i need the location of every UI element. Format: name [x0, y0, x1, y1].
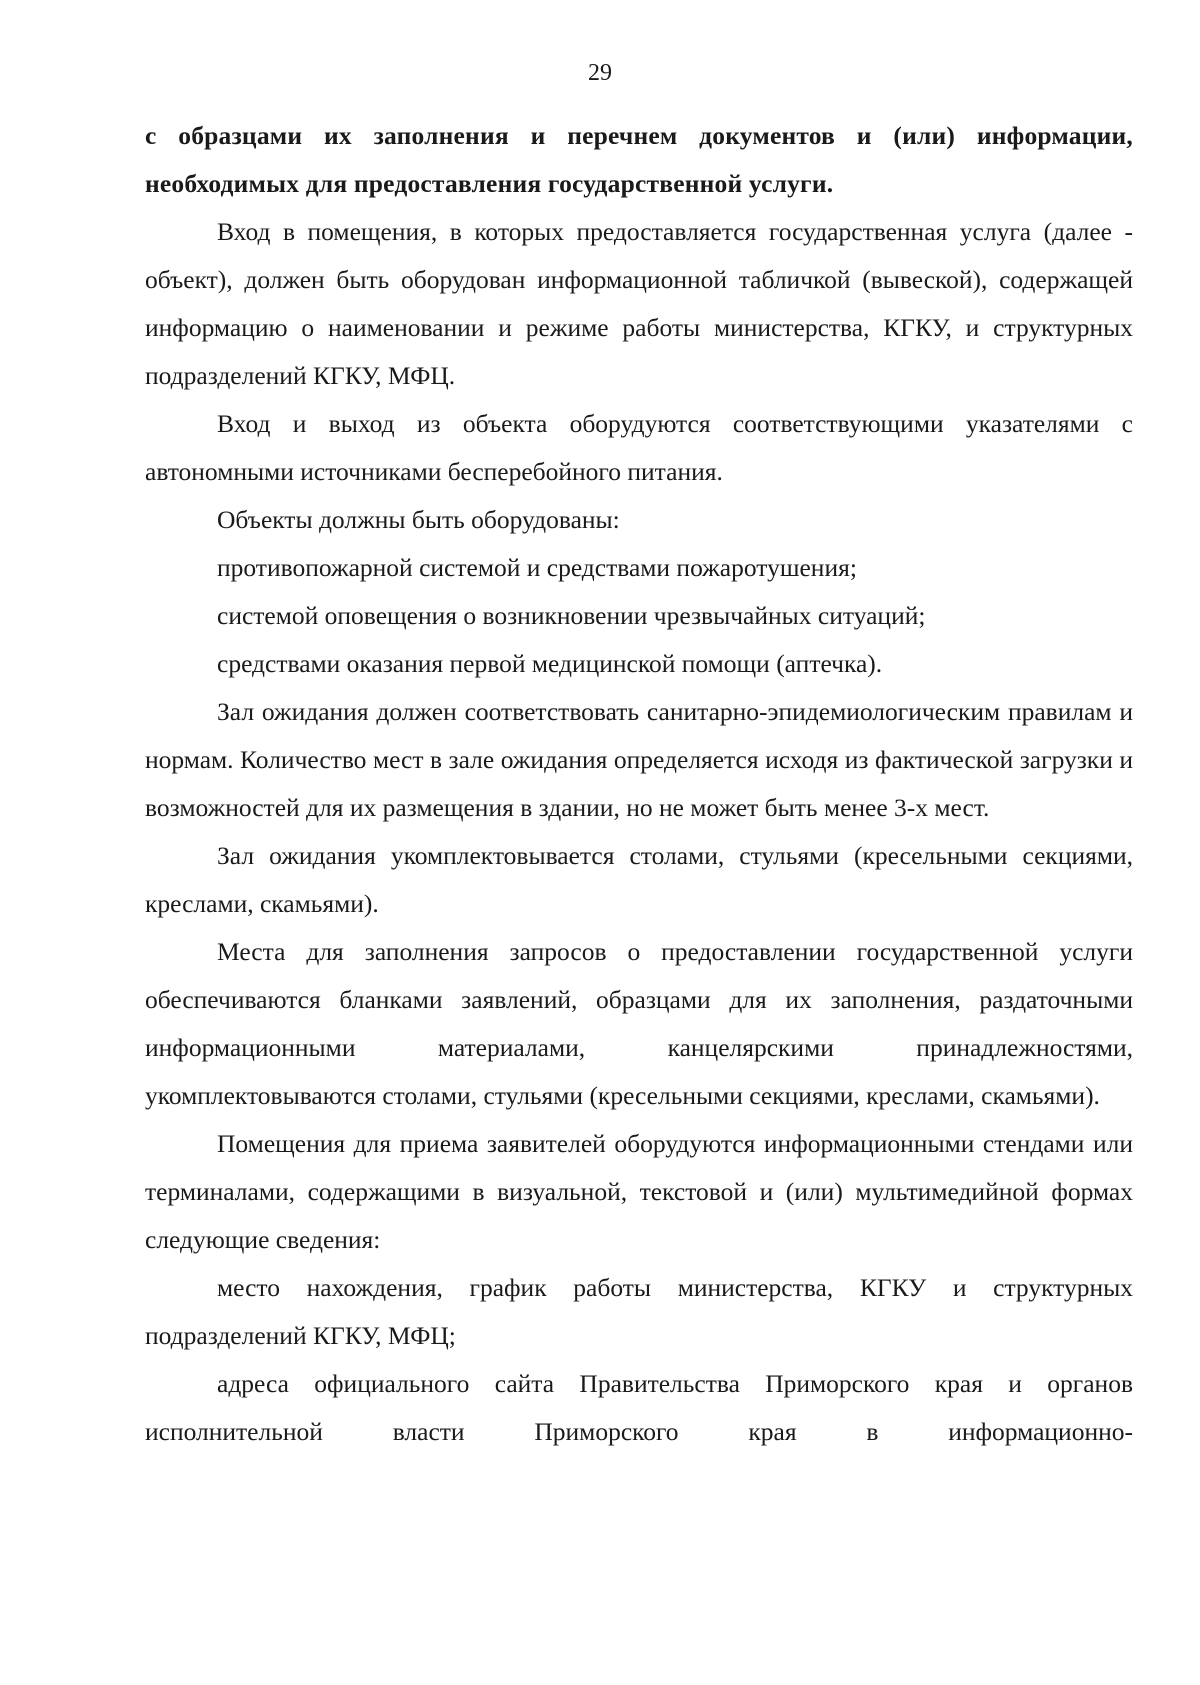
- list-item-location-schedule: место нахождения, график работы министерства, КГКУ и структурных подразделений КГКУ, МФЦ;: [145, 1273, 1133, 1350]
- paragraph-entrance-signage: Вход в помещения, в которых предоставляется государственная услуга (далее - объект), должен быть оборудован информационной табличкой (вывеской), содержащей информацию о наименовании и режиме работы министерства, КГКУ, и структурных подразделений КГКУ, МФЦ.: [145, 217, 1133, 390]
- paragraph-entrance-exit-signs: Вход и выход из объекта оборудуются соответствующими указателями с автономными источниками бесперебойного питания.: [145, 409, 1133, 486]
- paragraph-equipment-intro: Объекты должны быть оборудованы:: [217, 505, 620, 534]
- paragraph-request-filling-places: Места для заполнения запросов о предоставлении государственной услуги обеспечиваются бланками заявлений, образцами для их заполнения, раздаточными информационными материалами, канцелярскими принадлежностями, укомплектовываются столами, стульями (кресельными секциями, креслами, скамьями).: [145, 937, 1133, 1110]
- list-item-emergency-alert: системой оповещения о возникновении чрезвычайных ситуаций;: [217, 601, 926, 630]
- paragraph-waiting-hall-furniture: Зал ожидания укомплектовывается столами, стульями (кресельными секциями, креслами, скамьями).: [145, 841, 1133, 918]
- page-number: 29: [588, 60, 612, 86]
- document-body: [145, 112, 1133, 1456]
- paragraph-info-stands: Помещения для приема заявителей оборудуются информационными стендами или терминалами, содержащими в визуальной, текстовой и (или) мультимедийной формах следующие сведения:: [145, 1129, 1133, 1254]
- paragraph-waiting-hall-norms: Зал ожидания должен соответствовать санитарно-эпидемиологическим правилам и нормам. Количество мест в зале ожидания определяется исходя из фактической загрузки и возможностей для их размещения в здании, но не может быть менее 3-х мест.: [145, 697, 1133, 822]
- section-heading-continuation: с образцами их заполнения и перечнем документов и (или) информации, необходимых для предоставления государственной услуги.: [145, 121, 1133, 198]
- list-item-official-site-addresses: адреса официального сайта Правительства Приморского края и органов исполнительной власти Приморского края в информационно-: [145, 1369, 1133, 1446]
- list-item-fire-system: противопожарной системой и средствами пожаротушения;: [217, 553, 857, 582]
- list-item-first-aid: средствами оказания первой медицинской помощи (аптечка).: [217, 649, 883, 678]
